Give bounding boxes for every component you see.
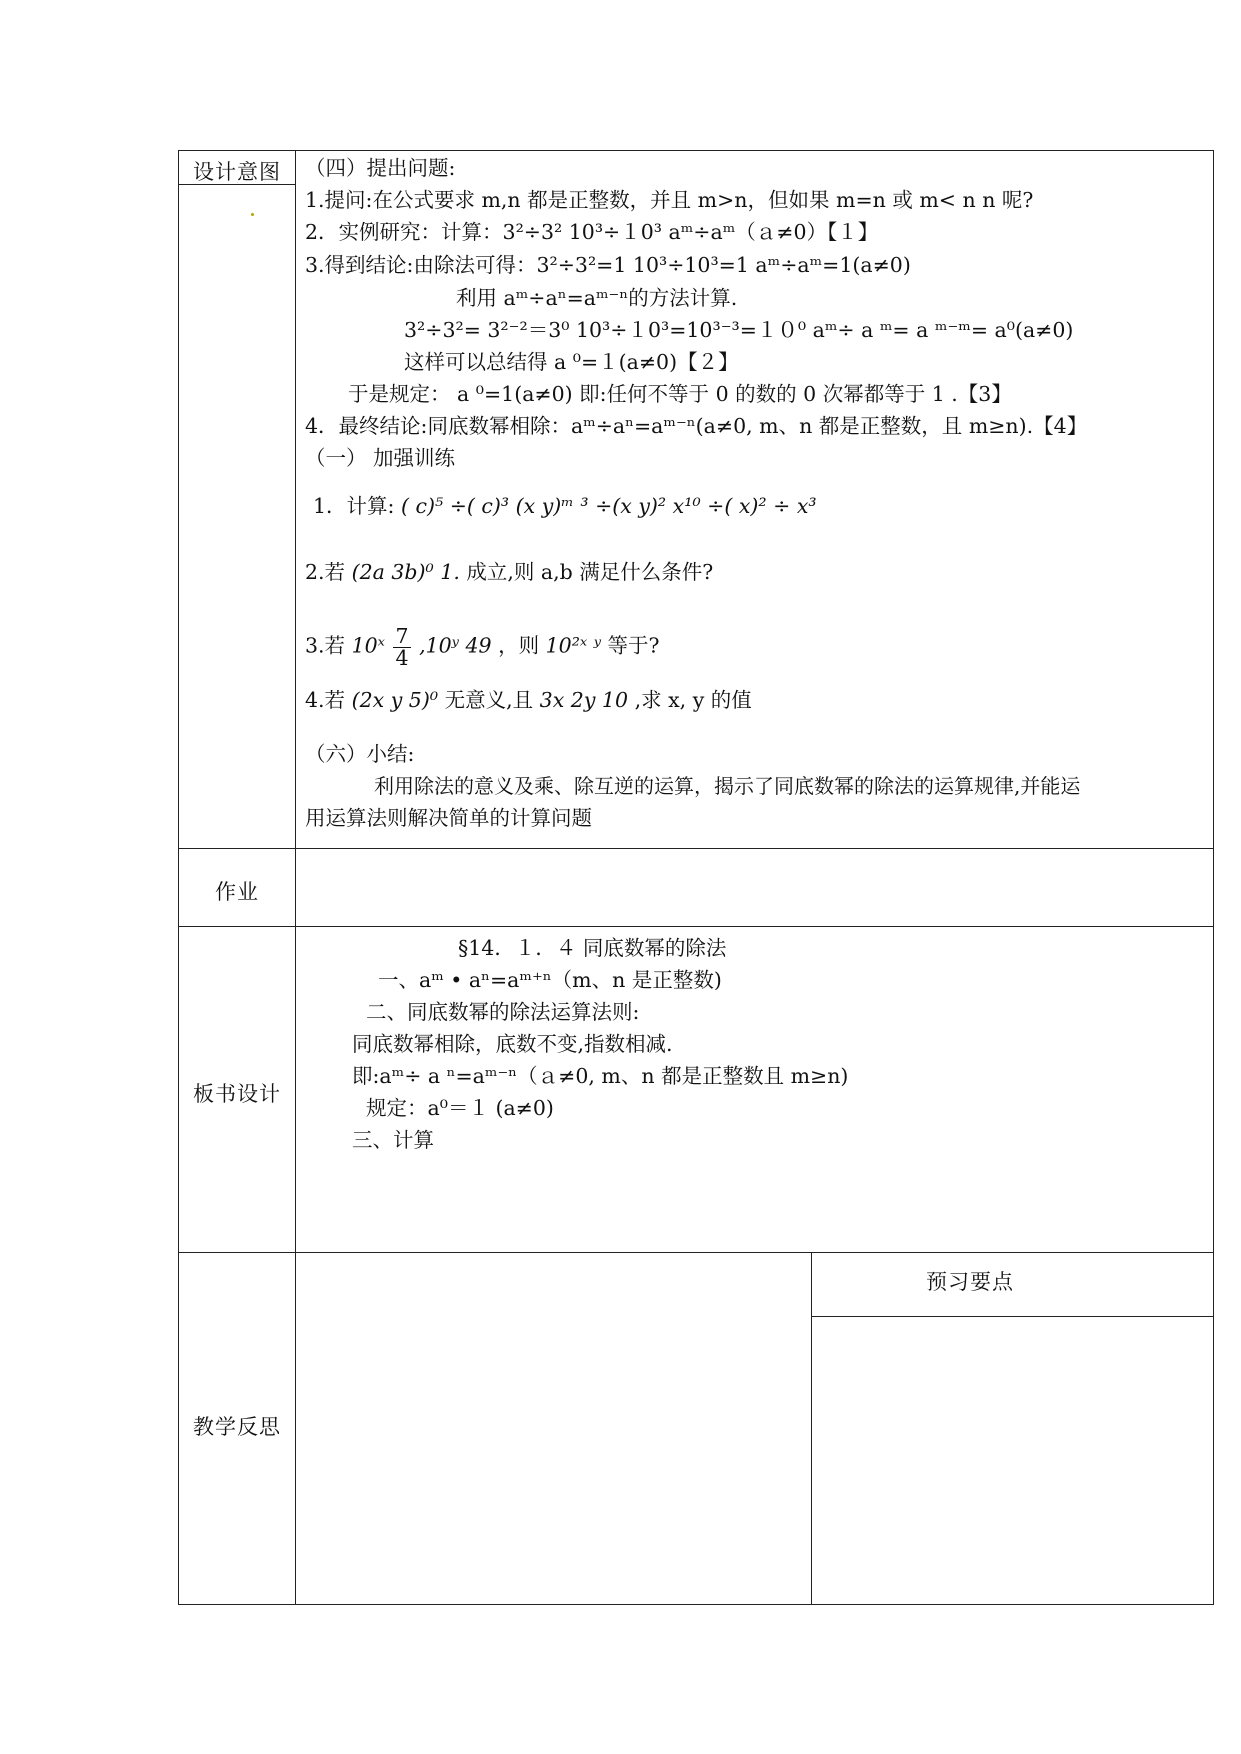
- exercise-4: [305, 690, 752, 711]
- question-2: 2．实例研究：计算：3²÷3² 10³÷１0³ aᵐ÷aᵐ（ａ≠0）【１】: [305, 220, 879, 244]
- section-heading: （四）提出问题:: [305, 156, 456, 180]
- question-1: 1.提问:在公式要求 m,n 都是正整数，并且 m>n，但如果 m=n 或 m< n n 呢?: [305, 188, 1034, 212]
- exercise-3-suffix: ，则: [498, 633, 540, 658]
- exercise-4-math-a: (2x y 5)⁰: [351, 688, 439, 712]
- row-divider: [178, 848, 1214, 849]
- exercise-1-prefix: 1．计算:: [313, 494, 395, 518]
- exercise-3-prefix: 3.若: [305, 633, 346, 658]
- question-3-summary: 这样可以总结得 a ⁰=１(a≠0)【２】: [404, 350, 739, 374]
- row-divider: [811, 1316, 1214, 1317]
- exercise-4-end: ,求 x, y 的值: [634, 688, 752, 712]
- stray-mark: [251, 213, 254, 216]
- final-conclusion: 4．最终结论:同底数幂相除：aᵐ÷aⁿ=aᵐ⁻ⁿ(a≠0, m、n 都是正整数，且 m≥n).【4】: [305, 414, 1088, 438]
- exercise-2-prefix: 2.若: [305, 560, 346, 584]
- exercise-3-fraction: [393, 626, 410, 668]
- homework-label: 作业: [215, 880, 259, 904]
- column-divider: [811, 1252, 812, 1605]
- exercise-3-math-b: ,10ʸ 49: [419, 633, 492, 658]
- summary-line-1: 利用除法的意义及乘、除互逆的运算，揭示了同底数幂的除法的运算规律,并能运: [374, 774, 1081, 798]
- board-line-5: 规定：a⁰＝１ (a≠0): [366, 1096, 554, 1120]
- summary-heading: （六）小结:: [305, 742, 415, 766]
- design-intent-label: 设计意图: [193, 160, 281, 184]
- row-divider: [178, 1252, 1214, 1253]
- question-3-method: 利用 aᵐ÷aⁿ=aᵐ⁻ⁿ的方法计算.: [456, 286, 738, 310]
- exercise-2-suffix: 成立,则 a,b 满足什么条件?: [466, 560, 714, 584]
- preview-title: 预习要点: [926, 1270, 1014, 1294]
- fraction-denominator: 4: [395, 645, 409, 670]
- question-3: 3.得到结论:由除法可得：3²÷3²=1 10³÷10³=1 aᵐ÷aᵐ=1(a≠0): [305, 253, 911, 277]
- summary-line-2: 用运算法则解决简单的计算问题: [305, 806, 592, 830]
- exercise-1-math: ( c)⁵ ÷( c)³ (x y)ᵐ ³ ÷(x y)² x¹⁰ ÷( x)² ÷ x³: [400, 494, 817, 518]
- exercise-4-math-b: 3x 2y 10: [539, 688, 629, 712]
- exercise-4-prefix: 4.若: [305, 688, 346, 712]
- board-line-3: 同底数幂相除，底数不变,指数相减.: [352, 1032, 673, 1056]
- question-3-calc: 3²÷3²= 3²⁻²＝3⁰ 10³÷１0³=10³⁻³=１０⁰ aᵐ÷ a ᵐ= a ᵐ⁻ᵐ= a⁰(a≠0): [404, 318, 1074, 342]
- board-line-2: 二、同底数幂的除法运算法则:: [366, 1000, 640, 1024]
- exercise-3-math-c: 10²ˣ ʸ: [545, 633, 602, 658]
- fraction-numerator: 7: [395, 624, 409, 648]
- board-design-label: 板书设计: [193, 1082, 281, 1106]
- teaching-reflection-label: 教学反思: [193, 1415, 281, 1439]
- exercise-3-end: 等于?: [607, 633, 660, 658]
- exercise-4-mid: 无意义,且: [444, 688, 534, 712]
- board-line-4: 即:aᵐ÷ a ⁿ=aᵐ⁻ⁿ（ａ≠0, m、n 都是正整数且 m≥n): [352, 1064, 849, 1088]
- exercise-3-math-a: 10ˣ: [351, 633, 392, 658]
- training-heading: （一） 加强训练: [305, 446, 456, 470]
- row-divider: [178, 926, 1214, 927]
- board-title: §14．１．４ 同底数幂的除法: [458, 936, 727, 960]
- exercise-3: [305, 626, 660, 668]
- zero-power-rule: 于是规定： a ⁰=1(a≠0) 即:任何不等于 0 的数的 0 次幂都等于 1 .【3】: [348, 382, 1012, 406]
- exercise-2-math: (2a 3b)⁰ 1.: [351, 560, 460, 584]
- exercise-1: [313, 496, 817, 517]
- exercise-2: [305, 562, 713, 583]
- board-line-6: 三、计算: [352, 1128, 434, 1152]
- board-line-1: 一、aᵐ • aⁿ=aᵐ⁺ⁿ（m、n 是正整数): [378, 968, 722, 992]
